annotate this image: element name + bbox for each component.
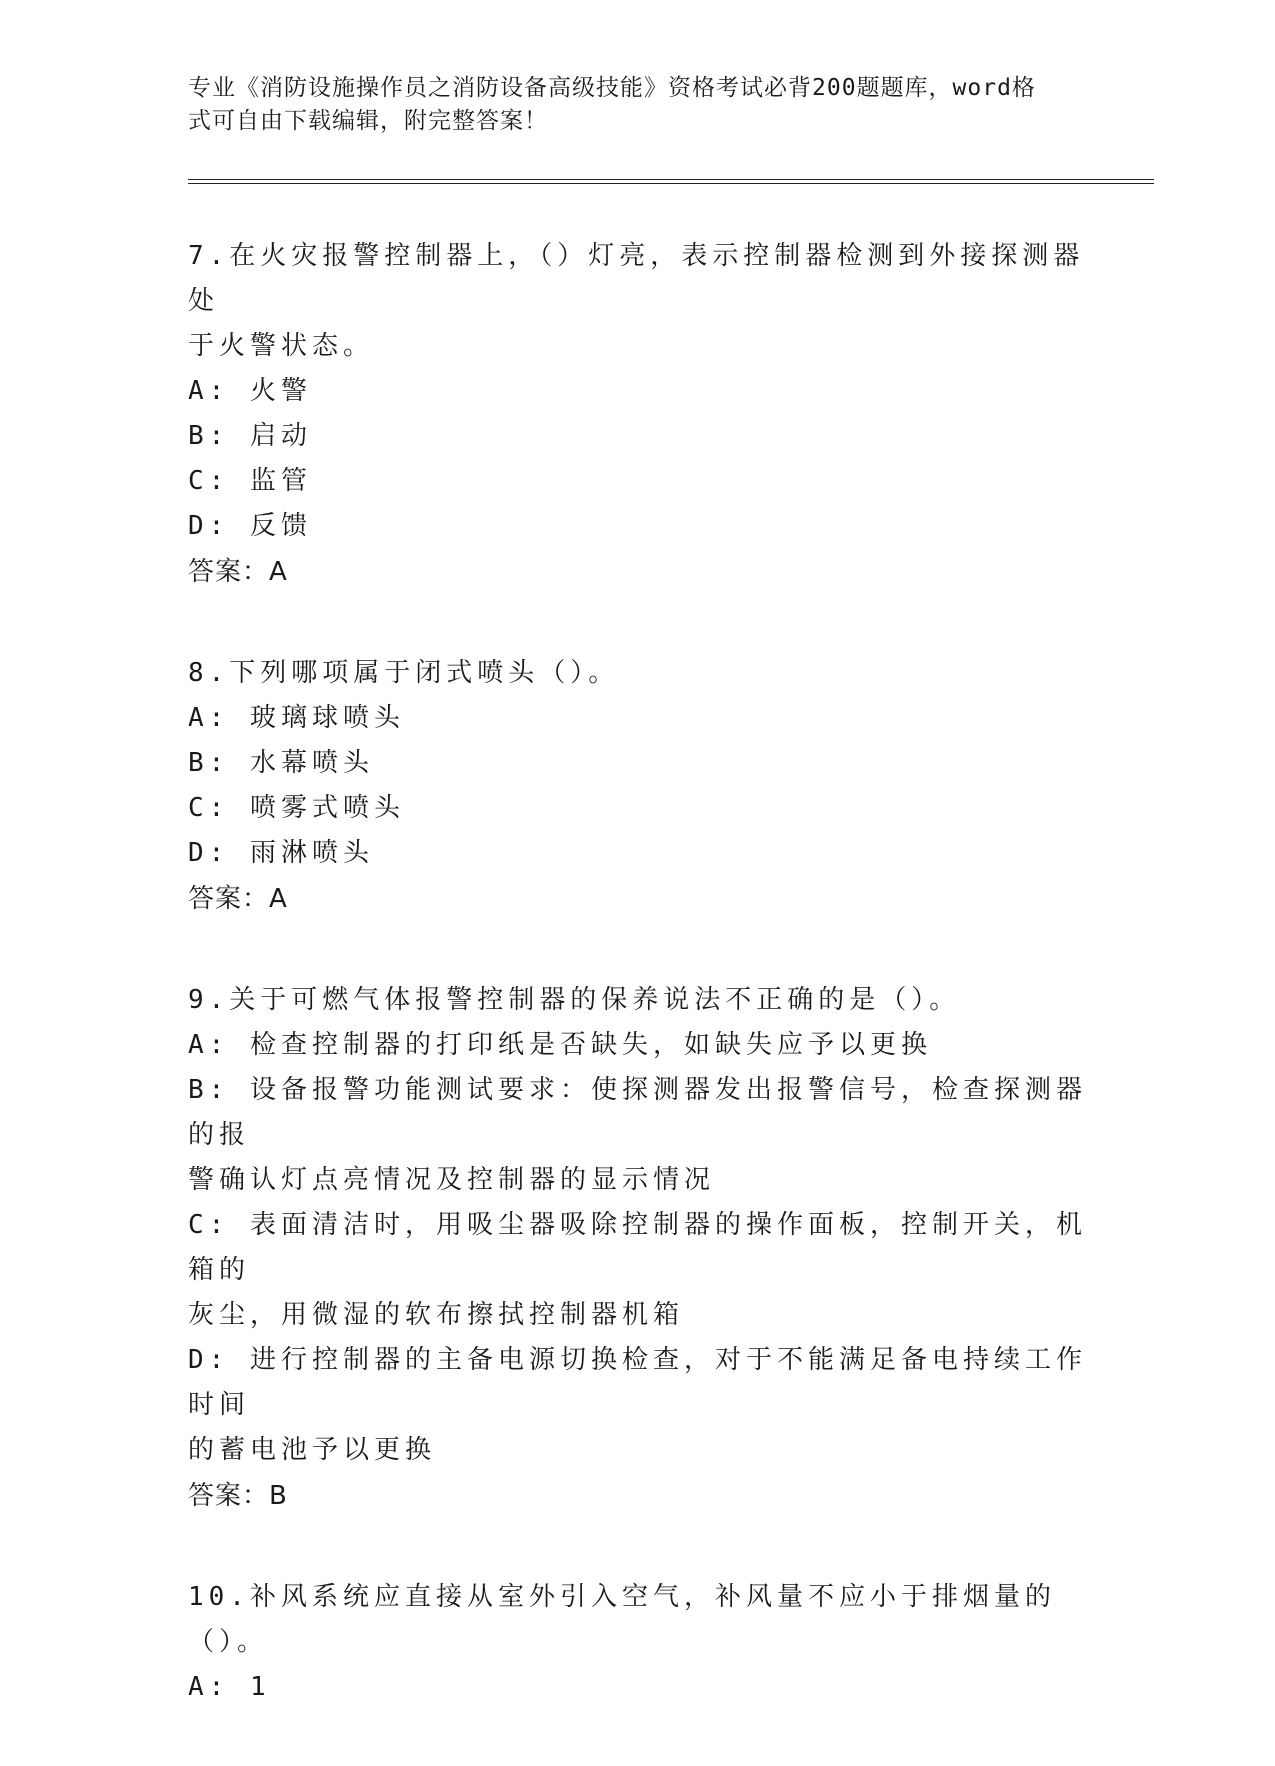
question-stem: 8.下列哪项属于闭式喷头（）。 [188, 658, 620, 688]
option-d: D: 反馈 [188, 511, 312, 541]
option-a: A: 检查控制器的打印纸是否缺失，如缺失应予以更换 [188, 1030, 932, 1060]
option-b-continued: 警确认灯点亮情况及控制器的显示情况 [188, 1165, 716, 1195]
option-c: C: 表面清洁时，用吸尘器吸除控制器的操作面板，控制开关，机箱的 [188, 1210, 1087, 1285]
option-c-continued: 灰尘，用微湿的软布擦拭控制器机箱 [188, 1300, 685, 1330]
question-9 [188, 978, 1088, 1519]
option-b: B: 设备报警功能测试要求：使探测器发出报警信号，检查探测器的报 [188, 1075, 1087, 1150]
answer-label: 答案：A [188, 557, 288, 587]
header-line-1: 专业《消防设施操作员之消防设备高级技能》资格考试必背200题题库，word格 [188, 75, 1036, 101]
question-8 [188, 651, 1088, 922]
option-d: D: 雨淋喷头 [188, 838, 374, 868]
question-stem: 7.在火灾报警控制器上，（）灯亮，表示控制器检测到外接探测器处 [188, 241, 1085, 316]
option-b: B: 启动 [188, 421, 312, 451]
option-b: B: 水幕喷头 [188, 748, 374, 778]
header-line-2: 式可自由下载编辑，附完整答案！ [188, 108, 548, 134]
question-7 [188, 234, 1088, 595]
option-a: A: 玻璃球喷头 [188, 703, 405, 733]
question-stem: 9.关于可燃气体报警控制器的保养说法不正确的是（）。 [188, 985, 961, 1015]
option-d: D: 进行控制器的主备电源切换检查，对于不能满足备电持续工作时间 [188, 1345, 1087, 1420]
document-header [188, 72, 1088, 138]
answer-label: 答案：A [188, 884, 288, 914]
question-stem-continued: 于火警状态。 [188, 331, 375, 361]
header-divider-bottom [188, 183, 1154, 184]
option-a: A: 1 [188, 1672, 271, 1702]
option-a: A: 火警 [188, 376, 312, 406]
answer-label: 答案：B [188, 1481, 288, 1511]
option-d-continued: 的蓄电池予以更换 [188, 1435, 437, 1465]
header-divider-top [188, 179, 1154, 180]
question-list [188, 234, 1088, 1766]
option-c: C: 喷雾式喷头 [188, 793, 405, 823]
option-c: C: 监管 [188, 466, 312, 496]
question-stem: 10.补风系统应直接从室外引入空气，补风量不应小于排烟量的（）。 [188, 1582, 1056, 1657]
question-10 [188, 1575, 1088, 1710]
